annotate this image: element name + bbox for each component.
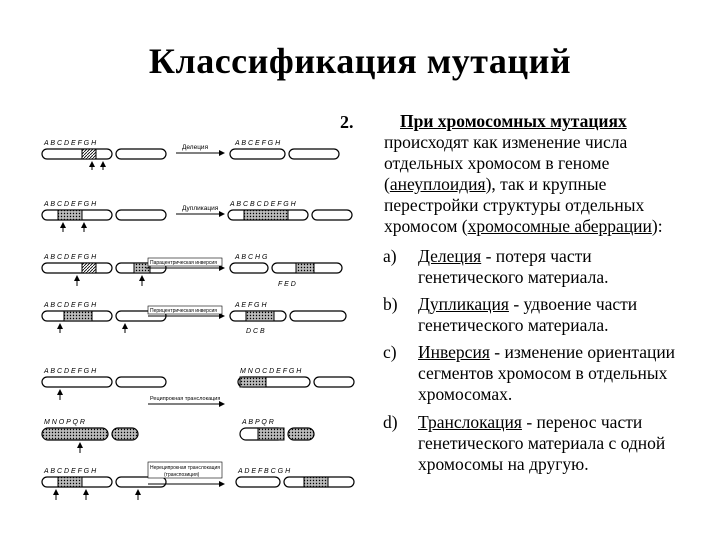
item-c-marker: c) xyxy=(383,342,397,362)
item-d-line xyxy=(418,412,642,433)
intro-line-6-post: ): xyxy=(651,216,663,236)
deletion-term: Делеция xyxy=(418,246,482,266)
duplication-term: Дупликация xyxy=(418,294,509,314)
row6-left-chromosome xyxy=(42,428,108,440)
row3-extra-letters: F E D xyxy=(278,281,296,288)
inversion-term: Инверсия xyxy=(418,342,490,362)
row1-right-letters: A B C E F G H xyxy=(235,140,281,147)
row5-arrow-label: Реципрокная транслокация xyxy=(150,396,221,402)
row-deletion xyxy=(42,140,339,170)
row7-arrow-label: Нереципрокная транслокация xyxy=(150,465,221,471)
item-d-rest: - перенос части xyxy=(521,412,643,432)
row-reciprocal xyxy=(42,368,354,453)
intro-line-5: перестройки структуры отдельных xyxy=(384,195,645,215)
aberrations-term: хромосомные аберрации xyxy=(467,216,652,236)
item-d-marker: d) xyxy=(383,412,398,432)
row4-extra-letters: D C B xyxy=(246,328,265,335)
row-paracentric xyxy=(42,254,342,288)
row6-right-letters: A B P Q R xyxy=(242,419,274,426)
item-number: 2. xyxy=(340,112,354,132)
item-b-cont: генетического материала. xyxy=(418,315,609,335)
row7-right-letters: A D E F B C G H xyxy=(238,468,291,475)
row2-right-segment xyxy=(244,210,288,220)
intro-paren-open: ( xyxy=(384,174,390,194)
item-a-line xyxy=(418,246,592,267)
item-a-rest: - потеря части xyxy=(481,246,592,266)
row6-right-arm xyxy=(288,428,314,440)
row1-left-segment xyxy=(82,149,96,159)
item-c-cont2: хромосомах. xyxy=(418,384,513,404)
item-a-marker: a) xyxy=(383,246,397,266)
item-b-rest: - удвоение части xyxy=(508,294,638,314)
row1-left-letters: A B C D E F G H xyxy=(44,140,97,147)
mutation-figure xyxy=(30,128,360,523)
aneuploidy-term: анеуплоидия xyxy=(389,174,486,194)
row2-right-letters: A B C B C D E F G H xyxy=(230,201,296,208)
item-b-marker: b) xyxy=(383,294,398,314)
row4-right-letters: A E F G H xyxy=(235,302,267,309)
item-b-line xyxy=(418,294,637,315)
intro-line-3: отдельных хромосом в геноме xyxy=(384,153,610,173)
item-d-cont: генетического материала с одной xyxy=(418,433,666,453)
intro-line-2: происходят как изменение числа xyxy=(384,132,628,152)
row3-right-letters: A B C H G xyxy=(235,254,268,261)
row2-right-arm xyxy=(312,210,352,220)
intro-line-4 xyxy=(384,174,606,195)
row7-right-chromosome xyxy=(236,477,280,487)
row-pericentric xyxy=(42,302,346,335)
item-c-cont: сегментов хромосом в отдельных xyxy=(418,363,668,383)
row6-left-arm xyxy=(112,428,138,440)
item-d-cont2: хромосомы на другую. xyxy=(418,454,589,474)
row5-right-arm xyxy=(314,377,354,387)
row-nonreciprocal xyxy=(42,462,354,500)
row3-right-chromosome xyxy=(230,263,268,273)
row2-left-arm xyxy=(116,210,166,220)
row7-left-letters: A B C D E F G H xyxy=(44,468,97,475)
row3-left-letters: A B C D E F G H xyxy=(44,254,97,261)
row1-right-chromosome xyxy=(230,149,285,159)
row5-left-letters: A B C D E F G H xyxy=(44,368,97,375)
intro-lead xyxy=(400,111,627,132)
translocation-term: Транслокация xyxy=(418,412,522,432)
row7-arrow-sublabel: (транспозиция) xyxy=(164,472,200,478)
row-duplication xyxy=(42,201,352,232)
intro-line-6-pre: хромосом ( xyxy=(384,216,468,236)
row7-left-arm xyxy=(116,477,166,487)
row5-left-arm xyxy=(116,377,166,387)
row1-right-arm xyxy=(289,149,339,159)
item-c-rest: - изменение ориентации xyxy=(489,342,676,362)
intro-lead-text: При хромосомных мутациях xyxy=(400,111,627,131)
intro-line-6 xyxy=(384,216,663,237)
row1-left-arm xyxy=(116,149,166,159)
row4-left-letters: A B C D E F G H xyxy=(44,302,97,309)
row4-arrow-label: Перицентрическая инверсия xyxy=(150,308,217,314)
row3-left-chromosome xyxy=(42,263,112,273)
item-c-line xyxy=(418,342,675,363)
row1-left-chromosome xyxy=(42,149,112,159)
row4-right-arm xyxy=(290,311,346,321)
item-a-cont: генетического материала. xyxy=(418,267,609,287)
row1-arrow-label: Делеция xyxy=(182,144,209,151)
row6-left-letters: M N O P Q R xyxy=(44,419,85,426)
row2-arrow-label: Дупликация xyxy=(182,205,219,212)
row2-left-letters: A B C D E F G H xyxy=(44,201,97,208)
row2-left-segment xyxy=(58,210,82,220)
mutation-diagram xyxy=(30,128,360,523)
intro-line-4-rest: ), так и крупные xyxy=(485,174,607,194)
row5-left-chromosome xyxy=(42,377,112,387)
page-title: Классификация мутаций xyxy=(148,41,572,81)
row5-right-letters: M N O C D E F G H xyxy=(240,368,302,375)
row3-arrow-label: Парацентрическая инверсия xyxy=(150,260,217,266)
